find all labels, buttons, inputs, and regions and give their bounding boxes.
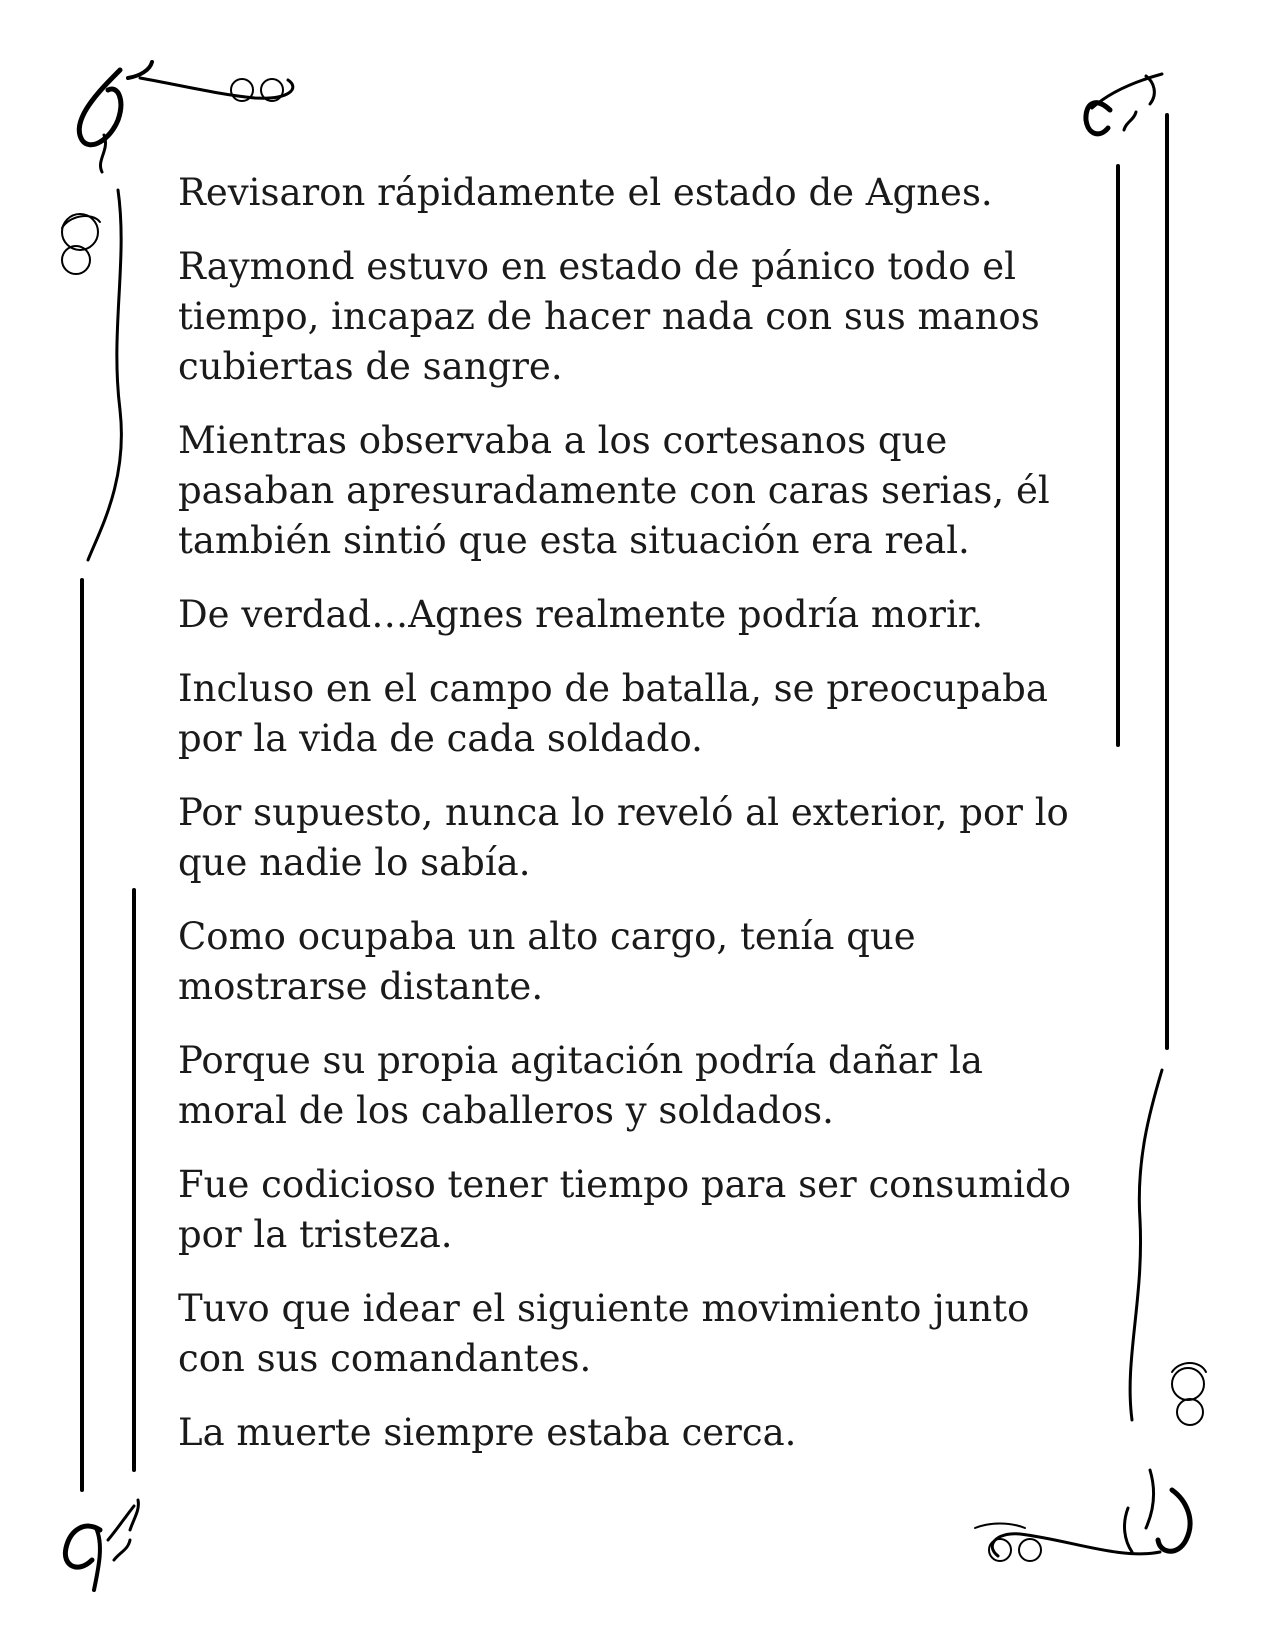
text-line: moral de los caballeros y soldados. — [178, 1089, 834, 1132]
text-line: Revisaron rápidamente el estado de Agnes. — [178, 171, 993, 214]
paragraph — [178, 912, 1108, 1012]
text-line: cubiertas de sangre. — [178, 345, 563, 388]
text-line: Porque su propia agitación podría dañar la — [178, 1039, 983, 1082]
text-line: también sintió que esta situación era real. — [178, 519, 970, 562]
text-line: que nadie lo sabía. — [178, 841, 531, 884]
text-line: Tuvo que idear el siguiente movimiento junto — [178, 1287, 1030, 1330]
text-line: Incluso en el campo de batalla, se preocupaba — [178, 667, 1048, 710]
paragraph — [178, 416, 1108, 566]
text-line: tiempo, incapaz de hacer nada con sus manos — [178, 295, 1040, 338]
paragraph — [178, 1284, 1108, 1384]
text-line: De verdad…Agnes realmente podría morir. — [178, 593, 984, 636]
ornament-bottom-left — [65, 1500, 138, 1590]
text-line: La muerte siempre estaba cerca. — [178, 1411, 797, 1454]
text-line: Fue codicioso tener tiempo para ser consumido — [178, 1163, 1071, 1206]
paragraph — [178, 1408, 1108, 1458]
paragraph — [178, 1036, 1108, 1136]
paragraph — [178, 242, 1108, 392]
text-line: Raymond estuvo en estado de pánico todo el — [178, 245, 1016, 288]
story-text — [178, 168, 1108, 1482]
text-line: con sus comandantes. — [178, 1337, 592, 1380]
text-line: Por supuesto, nunca lo reveló al exterior, por lo — [178, 791, 1069, 834]
paragraph — [178, 788, 1108, 888]
text-line: pasaban apresuradamente con caras serias, él — [178, 469, 1050, 512]
paragraph — [178, 590, 1108, 640]
text-line: por la tristeza. — [178, 1213, 453, 1256]
paragraph — [178, 168, 1108, 218]
text-line: Como ocupaba un alto cargo, tenía que — [178, 915, 916, 958]
text-line: por la vida de cada soldado. — [178, 717, 703, 760]
paragraph — [178, 664, 1108, 764]
ornament-top-right — [1086, 74, 1162, 134]
text-line: mostrarse distante. — [178, 965, 544, 1008]
paragraph — [178, 1160, 1108, 1260]
text-line: Mientras observaba a los cortesanos que — [178, 419, 948, 462]
